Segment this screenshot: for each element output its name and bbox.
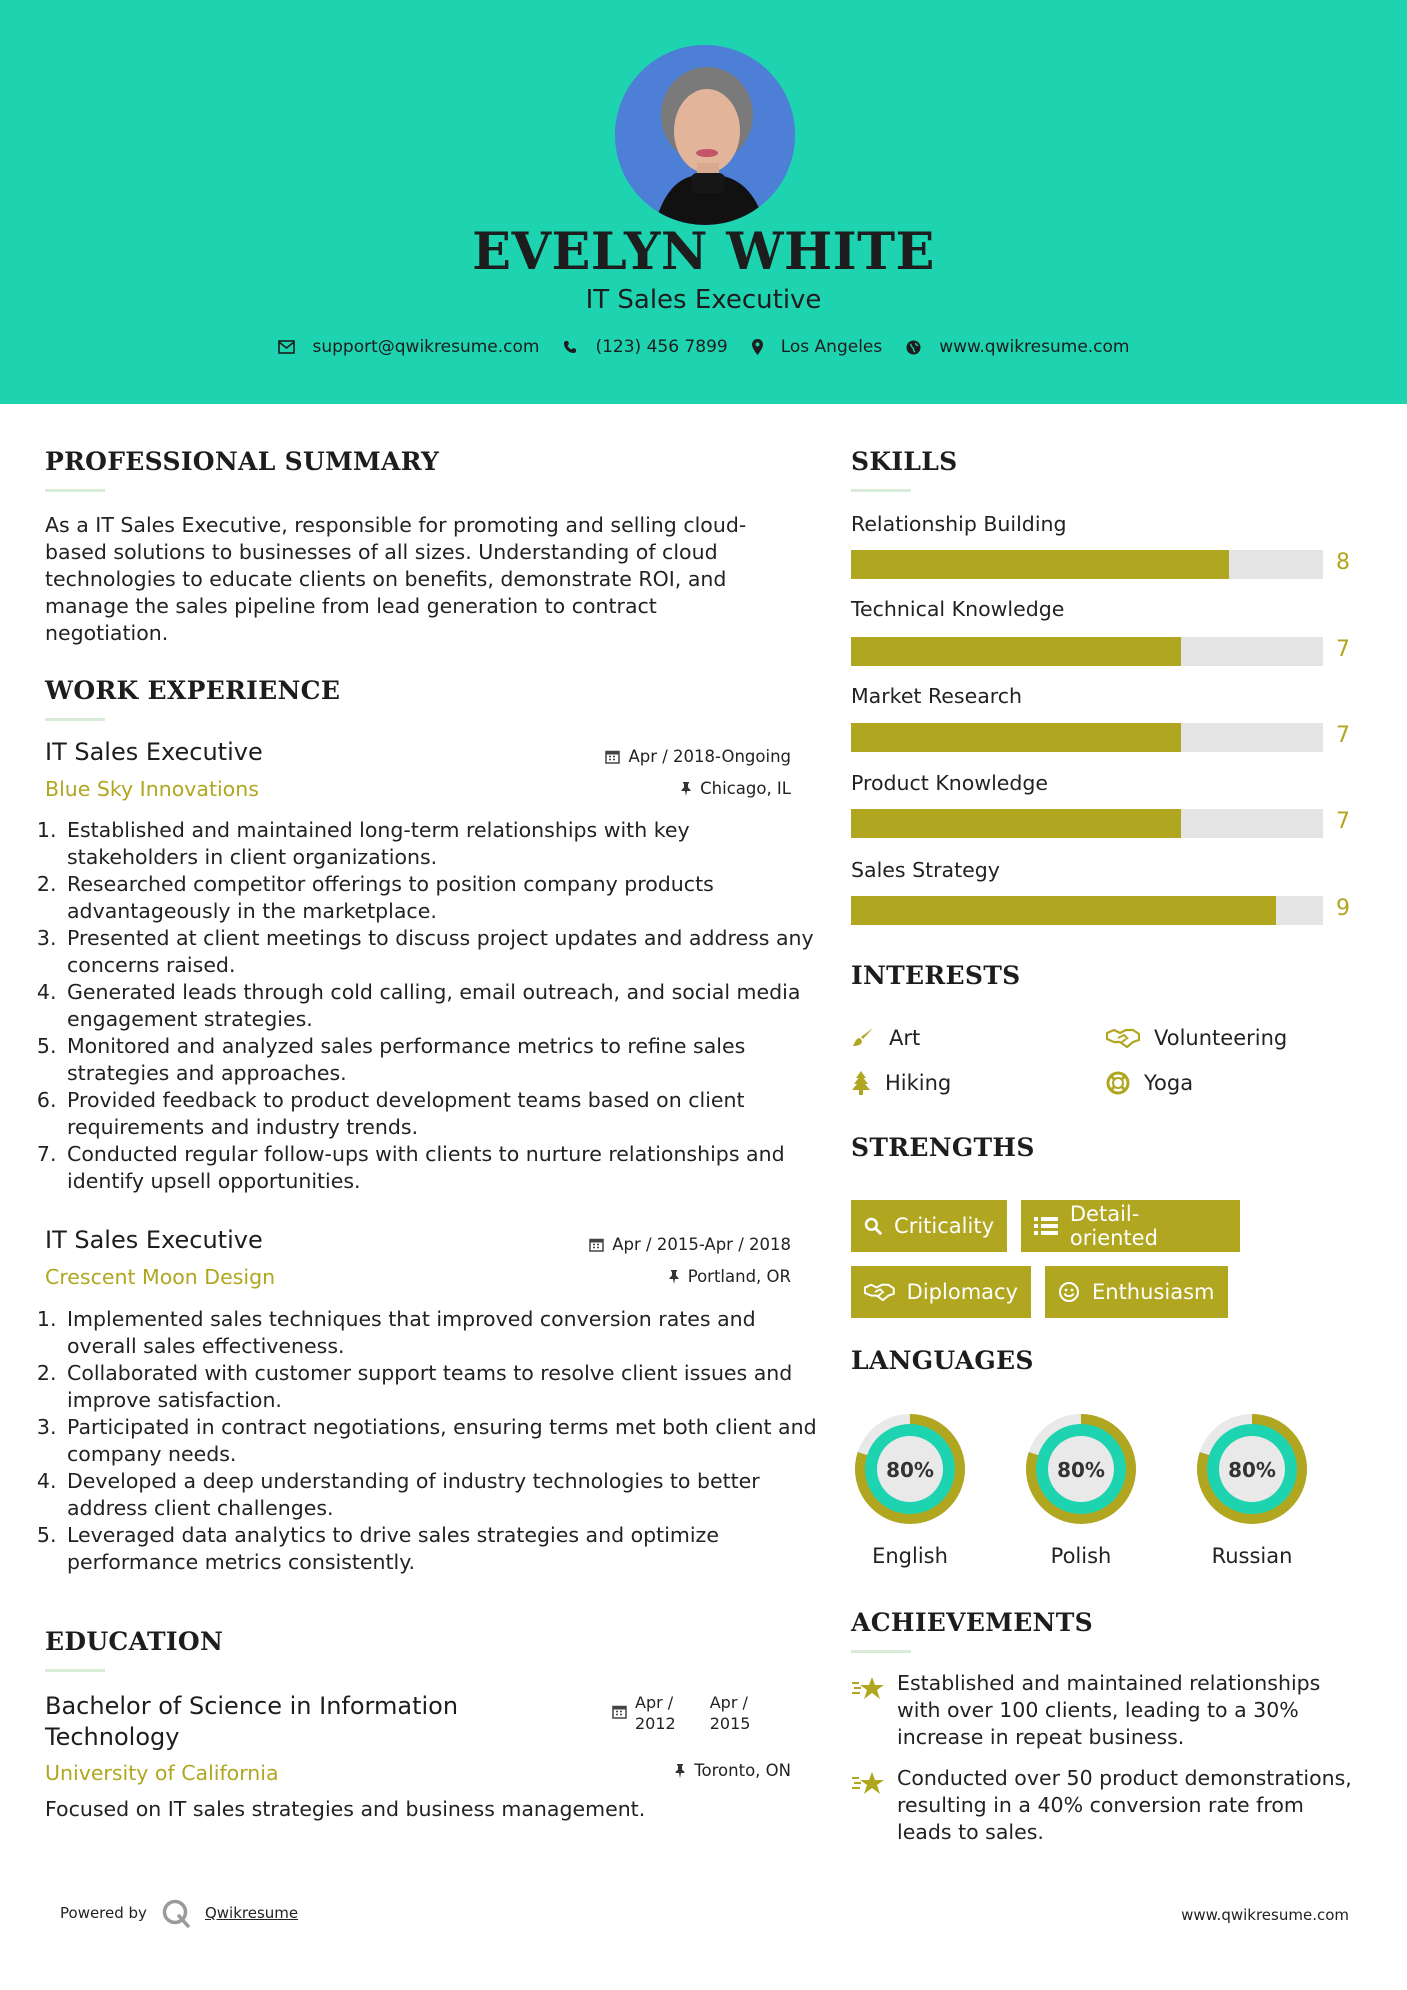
skill-name: Market Research bbox=[851, 684, 1023, 708]
candidate-title: IT Sales Executive bbox=[585, 285, 822, 315]
skill-bar-track bbox=[851, 809, 1323, 838]
strength-label: Enthusiasm bbox=[1092, 1280, 1215, 1304]
pushpin-icon bbox=[668, 1269, 680, 1284]
interest-item bbox=[851, 1071, 951, 1095]
skill-bar-fill bbox=[851, 896, 1276, 925]
resume-header bbox=[0, 0, 1407, 404]
language-gauge bbox=[1190, 1407, 1314, 1535]
calendar-icon bbox=[589, 1237, 604, 1252]
degree-title bbox=[45, 1691, 458, 1753]
skill-value: 9 bbox=[1336, 896, 1350, 921]
achievement-item bbox=[851, 1670, 1320, 1751]
pushpin-icon bbox=[674, 1763, 686, 1778]
job-dates bbox=[605, 747, 791, 766]
skill-name: Sales Strategy bbox=[851, 858, 1000, 882]
job-duties bbox=[35, 817, 823, 1195]
shooting-star-icon bbox=[851, 1769, 885, 1797]
person-portrait-icon bbox=[615, 45, 795, 225]
achievement-text bbox=[897, 1670, 1320, 1751]
language-gauge bbox=[848, 1407, 972, 1535]
degree-line: Bachelor of Science in Information bbox=[45, 1692, 459, 1720]
skill-bar-track bbox=[851, 723, 1323, 752]
education-heading: EDUCATION bbox=[45, 1627, 224, 1656]
location-text: Los Angeles bbox=[780, 337, 883, 357]
handshake-icon bbox=[1106, 1027, 1140, 1049]
summary-line: manage the sales pipeline from lead generation to contract bbox=[45, 594, 657, 618]
summary-line: As a IT Sales Executive, responsible for promoting and selling cloud- bbox=[45, 513, 747, 537]
skill-bar-track bbox=[851, 637, 1323, 666]
achievement-line: Conducted over 50 product demonstrations, bbox=[897, 1766, 1352, 1790]
job-duties bbox=[35, 1306, 823, 1576]
qwikresume-logo-icon bbox=[161, 1898, 191, 1928]
skill-name: Technical Knowledge bbox=[851, 597, 1065, 621]
phone-icon bbox=[563, 340, 577, 354]
powered-by-label: Powered by bbox=[60, 1904, 147, 1922]
duty-item: 2. Researched competitor offerings to position company products advantageously in the marketplace. bbox=[63, 871, 823, 925]
education-dates bbox=[612, 1692, 750, 1734]
job-dates-text: Apr / 2015-Apr / 2018 bbox=[612, 1235, 791, 1254]
skill-bar-track bbox=[851, 550, 1323, 579]
experience-heading: WORK EXPERIENCE bbox=[45, 676, 341, 705]
achievement-item bbox=[851, 1765, 1352, 1846]
strength-label: Criticality bbox=[894, 1214, 994, 1238]
duty-item: 4. Generated leads through cold calling, email outreach, and social media engagement strategies. bbox=[63, 979, 823, 1033]
interest-label: Art bbox=[889, 1026, 921, 1050]
strength-tag bbox=[1021, 1200, 1240, 1252]
job-location bbox=[680, 779, 791, 798]
pushpin-icon bbox=[680, 781, 692, 796]
duty-item: 1. Established and maintained long-term relationships with key stakeholders in client organizations. bbox=[63, 817, 823, 871]
achievement-line: with over 100 clients, leading to a 30% bbox=[897, 1698, 1299, 1722]
achievements-heading: ACHIEVEMENTS bbox=[851, 1608, 1093, 1637]
progress-ring bbox=[1019, 1407, 1143, 1531]
duty-item: 3. Presented at client meetings to discuss project updates and address any concerns raised. bbox=[63, 925, 823, 979]
language-name: English bbox=[872, 1544, 948, 1568]
contact-bar bbox=[0, 337, 1407, 357]
interest-label: Hiking bbox=[885, 1071, 952, 1095]
end-month: Apr / bbox=[709, 1693, 748, 1712]
skill-value: 8 bbox=[1336, 550, 1350, 575]
achievements-underline bbox=[851, 1650, 911, 1653]
footer-website[interactable]: www.qwikresume.com bbox=[1181, 1906, 1349, 1924]
skill-bar-fill bbox=[851, 723, 1181, 752]
achievement-line: resulting in a 40% conversion rate from bbox=[897, 1793, 1304, 1817]
education-underline bbox=[45, 1669, 105, 1672]
summary-line: negotiation. bbox=[45, 621, 169, 645]
education-location-text: Toronto, ON bbox=[694, 1761, 791, 1780]
envelope-icon bbox=[278, 340, 295, 354]
achievement-text bbox=[897, 1765, 1352, 1846]
education-description: Focused on IT sales strategies and business management. bbox=[45, 1797, 646, 1821]
skills-heading: SKILLS bbox=[851, 447, 958, 476]
contact-phone[interactable] bbox=[563, 337, 727, 357]
language-percent: 80% bbox=[1228, 1458, 1276, 1482]
strengths-heading: STRENGTHS bbox=[851, 1133, 1035, 1162]
skills-underline bbox=[851, 489, 911, 492]
skill-bar-fill bbox=[851, 550, 1229, 579]
skill-name: Relationship Building bbox=[851, 512, 1067, 536]
language-percent: 80% bbox=[886, 1458, 934, 1482]
duty-item: 5. Monitored and analyzed sales performance metrics to refine sales strategies and approaches. bbox=[63, 1033, 823, 1087]
interest-label: Volunteering bbox=[1154, 1026, 1288, 1050]
tree-icon bbox=[851, 1071, 871, 1095]
job-company: Crescent Moon Design bbox=[45, 1265, 276, 1289]
brand-link[interactable]: Qwikresume bbox=[204, 1904, 299, 1922]
progress-ring bbox=[848, 1407, 972, 1531]
contact-location bbox=[752, 337, 883, 357]
globe-icon bbox=[906, 340, 921, 355]
interest-item bbox=[1106, 1071, 1193, 1095]
interest-item bbox=[851, 1026, 920, 1050]
search-icon bbox=[864, 1215, 882, 1237]
skill-value: 7 bbox=[1336, 723, 1350, 748]
job-company: Blue Sky Innovations bbox=[45, 777, 259, 801]
footer-branding bbox=[60, 1898, 298, 1928]
list-icon bbox=[1034, 1216, 1058, 1236]
start-month: Apr / bbox=[635, 1693, 674, 1712]
duty-item: 4. Developed a deep understanding of industry technologies to better address client challenges. bbox=[63, 1468, 823, 1522]
language-gauge bbox=[1019, 1407, 1143, 1535]
job-location bbox=[668, 1267, 791, 1286]
skill-value: 7 bbox=[1336, 809, 1350, 834]
strength-label: Diplomacy bbox=[906, 1280, 1018, 1304]
duty-item: 2. Collaborated with customer support teams to resolve client issues and improve satisfaction. bbox=[63, 1360, 823, 1414]
summary-heading: PROFESSIONAL SUMMARY bbox=[45, 447, 440, 476]
job-dates-text: Apr / 2018-Ongoing bbox=[628, 747, 791, 766]
experience-underline bbox=[45, 718, 105, 721]
progress-ring bbox=[1190, 1407, 1314, 1531]
profile-photo bbox=[615, 45, 795, 225]
job-title: IT Sales Executive bbox=[45, 738, 263, 766]
phone-text: (123) 456 7899 bbox=[595, 337, 728, 357]
shooting-star-icon bbox=[851, 1674, 885, 1702]
start-year: 2012 bbox=[635, 1714, 676, 1733]
job-location-text: Chicago, IL bbox=[700, 779, 791, 798]
duty-item: 7. Conducted regular follow-ups with clients to nurture relationships and identify upsell opportunities. bbox=[63, 1141, 823, 1195]
language-name: Russian bbox=[1211, 1544, 1293, 1568]
interest-item bbox=[1106, 1026, 1287, 1050]
achievement-line: leads to sales. bbox=[897, 1820, 1044, 1844]
education-end bbox=[710, 1692, 751, 1734]
candidate-name: EVELYN WHITE bbox=[472, 222, 935, 282]
calendar-icon bbox=[605, 749, 620, 764]
interest-label: Yoga bbox=[1144, 1071, 1194, 1095]
interests-heading: INTERESTS bbox=[851, 961, 1021, 990]
calendar-icon bbox=[612, 1704, 627, 1719]
skill-value: 7 bbox=[1336, 637, 1350, 662]
strength-tag bbox=[851, 1200, 1007, 1252]
lifering-icon bbox=[1106, 1071, 1130, 1095]
contact-email[interactable] bbox=[278, 337, 540, 357]
job-dates bbox=[589, 1235, 791, 1254]
email-text: support@qwikresume.com bbox=[312, 337, 540, 357]
job-title: IT Sales Executive bbox=[45, 1226, 263, 1254]
achievement-line: Established and maintained relationships bbox=[897, 1671, 1321, 1695]
skill-bar-track bbox=[851, 896, 1323, 925]
summary-line: technologies to educate clients on benefits, demonstrate ROI, and bbox=[45, 567, 727, 591]
summary-underline bbox=[45, 489, 105, 492]
degree-line: Technology bbox=[45, 1723, 180, 1751]
contact-website[interactable] bbox=[906, 337, 1129, 357]
language-name: Polish bbox=[1050, 1544, 1112, 1568]
education-location bbox=[674, 1761, 791, 1780]
strength-tag bbox=[851, 1266, 1031, 1318]
strength-label: Detail-oriented bbox=[1069, 1202, 1158, 1250]
languages-heading: LANGUAGES bbox=[851, 1346, 1034, 1375]
duty-item: 5. Leveraged data analytics to drive sales strategies and optimize performance metrics consistently. bbox=[63, 1522, 823, 1576]
paintbrush-icon bbox=[851, 1026, 875, 1050]
strength-tag bbox=[1045, 1266, 1228, 1318]
education-start bbox=[635, 1692, 676, 1734]
handshake-icon bbox=[864, 1281, 895, 1303]
smile-icon bbox=[1058, 1281, 1080, 1303]
website-text: www.qwikresume.com bbox=[939, 337, 1130, 357]
achievement-line: increase in repeat business. bbox=[897, 1725, 1185, 1749]
summary-text bbox=[45, 512, 785, 647]
language-percent: 80% bbox=[1057, 1458, 1105, 1482]
duty-item: 1. Implemented sales techniques that improved conversion rates and overall sales effectiveness. bbox=[63, 1306, 823, 1360]
end-year: 2015 bbox=[709, 1714, 751, 1733]
skill-bar-fill bbox=[851, 809, 1181, 838]
skill-name: Product Knowledge bbox=[851, 771, 1049, 795]
skill-bar-fill bbox=[851, 637, 1181, 666]
duty-item: 6. Provided feedback to product development teams based on client requirements and industry trends. bbox=[63, 1087, 823, 1141]
job-location-text: Portland, OR bbox=[687, 1267, 791, 1286]
duty-item: 3. Participated in contract negotiations, ensuring terms met both client and company needs. bbox=[63, 1414, 823, 1468]
summary-line: based solutions to businesses of all sizes. Understanding of cloud bbox=[45, 540, 718, 564]
school-name: University of California bbox=[45, 1761, 279, 1785]
map-marker-icon bbox=[752, 339, 763, 355]
